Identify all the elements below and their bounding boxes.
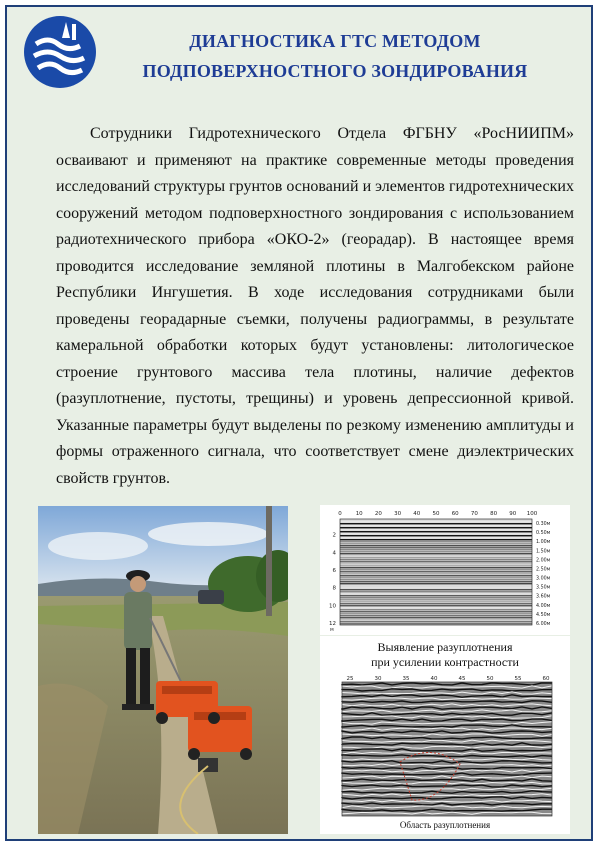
x-tick-label: 10	[355, 511, 363, 517]
radargram-band	[340, 621, 532, 622]
depth-label: 2.50м	[536, 567, 551, 573]
radargram-band	[340, 601, 532, 602]
radargram-band	[340, 609, 532, 610]
page-title	[110, 26, 560, 86]
x-tick-label: 50	[486, 676, 494, 682]
x-tick-label: 45	[458, 676, 466, 682]
x-tick-label: 55	[514, 676, 522, 682]
depth-label: 3.50м	[536, 585, 551, 591]
radargram-band	[340, 605, 532, 606]
radargram-band	[340, 521, 532, 522]
radargram-band	[340, 587, 532, 588]
radargram-band	[340, 585, 532, 586]
radargram-band	[340, 545, 532, 546]
x-tick-label: 40	[430, 676, 438, 682]
radargram-band	[340, 597, 532, 598]
radargram-band	[340, 533, 532, 534]
radargram-band	[340, 571, 532, 572]
y-tick-label: 12	[329, 621, 336, 627]
radargram-band	[340, 543, 532, 544]
radargram-band	[340, 525, 532, 526]
radargram-band	[340, 613, 532, 614]
radargram-band	[340, 583, 532, 584]
x-tick-label: 20	[374, 511, 382, 517]
radargram-band	[340, 623, 532, 624]
x-tick-label: 60	[542, 676, 550, 682]
y-tick-label: 6	[332, 568, 336, 574]
depth-label: 3.00м	[536, 576, 551, 582]
radargram-band	[340, 595, 532, 596]
radargram-band	[340, 563, 532, 564]
title-line-1: ДИАГНОСТИКА ГТС МЕТОДОМ	[189, 31, 481, 51]
depth-label: 6.00м	[536, 622, 551, 627]
depth-label: 1.50м	[536, 549, 551, 555]
radargram-band	[340, 561, 532, 562]
radargram-band	[340, 565, 532, 566]
radargram-band	[340, 523, 532, 524]
x-tick-label: 60	[451, 511, 459, 517]
loosening-area-label: Область разуплотнения	[399, 820, 491, 830]
radargram-band	[340, 541, 532, 542]
depth-label: 3.60м	[536, 594, 551, 600]
radargram-overview-plot	[320, 505, 570, 635]
y-tick-label: 2	[332, 532, 336, 539]
x-tick-label: 90	[509, 511, 517, 517]
x-tick-label: 50	[432, 511, 440, 517]
radargram-band	[340, 617, 532, 618]
caption-line-2: при усилении контрастности	[371, 655, 519, 669]
depth-label: 0.30м	[536, 522, 551, 527]
depth-label: 2.00м	[536, 558, 551, 564]
x-tick-label: 25	[346, 676, 354, 682]
radargram-band	[340, 581, 532, 582]
x-tick-label: 40	[413, 511, 421, 517]
radargram-caption	[320, 640, 570, 670]
institute-logo-icon	[22, 14, 98, 90]
depth-label: 4.50м	[536, 612, 551, 618]
y-unit-label: м	[330, 627, 334, 633]
radargram-band	[340, 531, 532, 532]
radargram-band	[340, 535, 532, 536]
x-tick-label: 30	[374, 676, 382, 682]
radargram-band	[340, 575, 532, 576]
x-tick-label: 70	[470, 511, 478, 517]
radargram-band	[340, 593, 532, 594]
y-tick-label: 8	[332, 585, 336, 592]
radargram-overview	[320, 505, 570, 635]
field-survey-photo	[38, 506, 288, 834]
radargram-band	[340, 547, 532, 548]
depth-label: 4.00м	[536, 603, 551, 609]
radargram-band	[340, 551, 532, 552]
radargram-band	[340, 603, 532, 604]
depth-label: 0.50м	[536, 531, 551, 537]
x-tick-label: 30	[394, 511, 402, 517]
depth-label: 1.00м	[536, 540, 551, 546]
radargram-band	[340, 569, 532, 570]
title-line-2: ПОДПОВЕРХНОСТНОГО ЗОНДИРОВАНИЯ	[142, 61, 528, 81]
radargram-band	[340, 599, 532, 600]
radargram-band	[340, 577, 532, 578]
radargram-band	[340, 567, 532, 568]
x-tick-label: 80	[490, 511, 498, 517]
radargram-band	[340, 615, 532, 616]
radargram-band	[340, 573, 532, 574]
radargram-band	[340, 557, 532, 558]
radargram-band	[340, 619, 532, 620]
radargram-band	[340, 589, 532, 590]
article-paragraph: Сотрудники Гидротехнического Отдела ФГБНУ «РосНИИПМ» осваивают и применяют на практике современные методы проведения исследований структуры грунтов оснований и элементов гидротехнических сооружений методом подповерхностного зондирования с использованием радиотехнического прибора «ОКО-2» (георадар). В настоящее время проводится исследование земляной плотины в Малгобекском районе Республики Ингушетия. В ходе исследования сотрудниками были проведены георадарные съемки, получены радиограммы, в результате камеральной обработки которых будут установлены: литологическое строение грунтового массива тела плотины, наличие дефектов (разуплотнение, пустоты, трещины) и уровень депрессионной кривой. Указанные параметры будут выделены по резкому изменению амплитуды и формы отраженного сигнала, что соответствует смене диэлектрических свойств грунтов.	[56, 125, 574, 487]
radargram-band	[340, 555, 532, 556]
x-tick-label: 35	[402, 676, 410, 682]
radargram-band	[340, 553, 532, 554]
radargram-band	[340, 539, 532, 540]
radargram-band	[340, 529, 532, 530]
radargram-band	[340, 549, 532, 550]
caption-line-1: Выявление разуплотнения	[377, 640, 513, 654]
radargram-band	[340, 527, 532, 528]
y-tick-label: 4	[332, 550, 336, 557]
radargram-detail	[320, 636, 570, 834]
radargram-band	[340, 579, 532, 580]
radargram-band	[340, 607, 532, 608]
y-tick-label: 10	[329, 603, 336, 610]
x-tick-label: 0	[338, 511, 342, 517]
radargram-band	[340, 611, 532, 612]
radargram-band	[340, 537, 532, 538]
radargram-detail-plot	[320, 672, 570, 820]
x-tick-label: 100	[526, 511, 538, 517]
radargram-band	[340, 559, 532, 560]
radargram-band	[340, 591, 532, 592]
